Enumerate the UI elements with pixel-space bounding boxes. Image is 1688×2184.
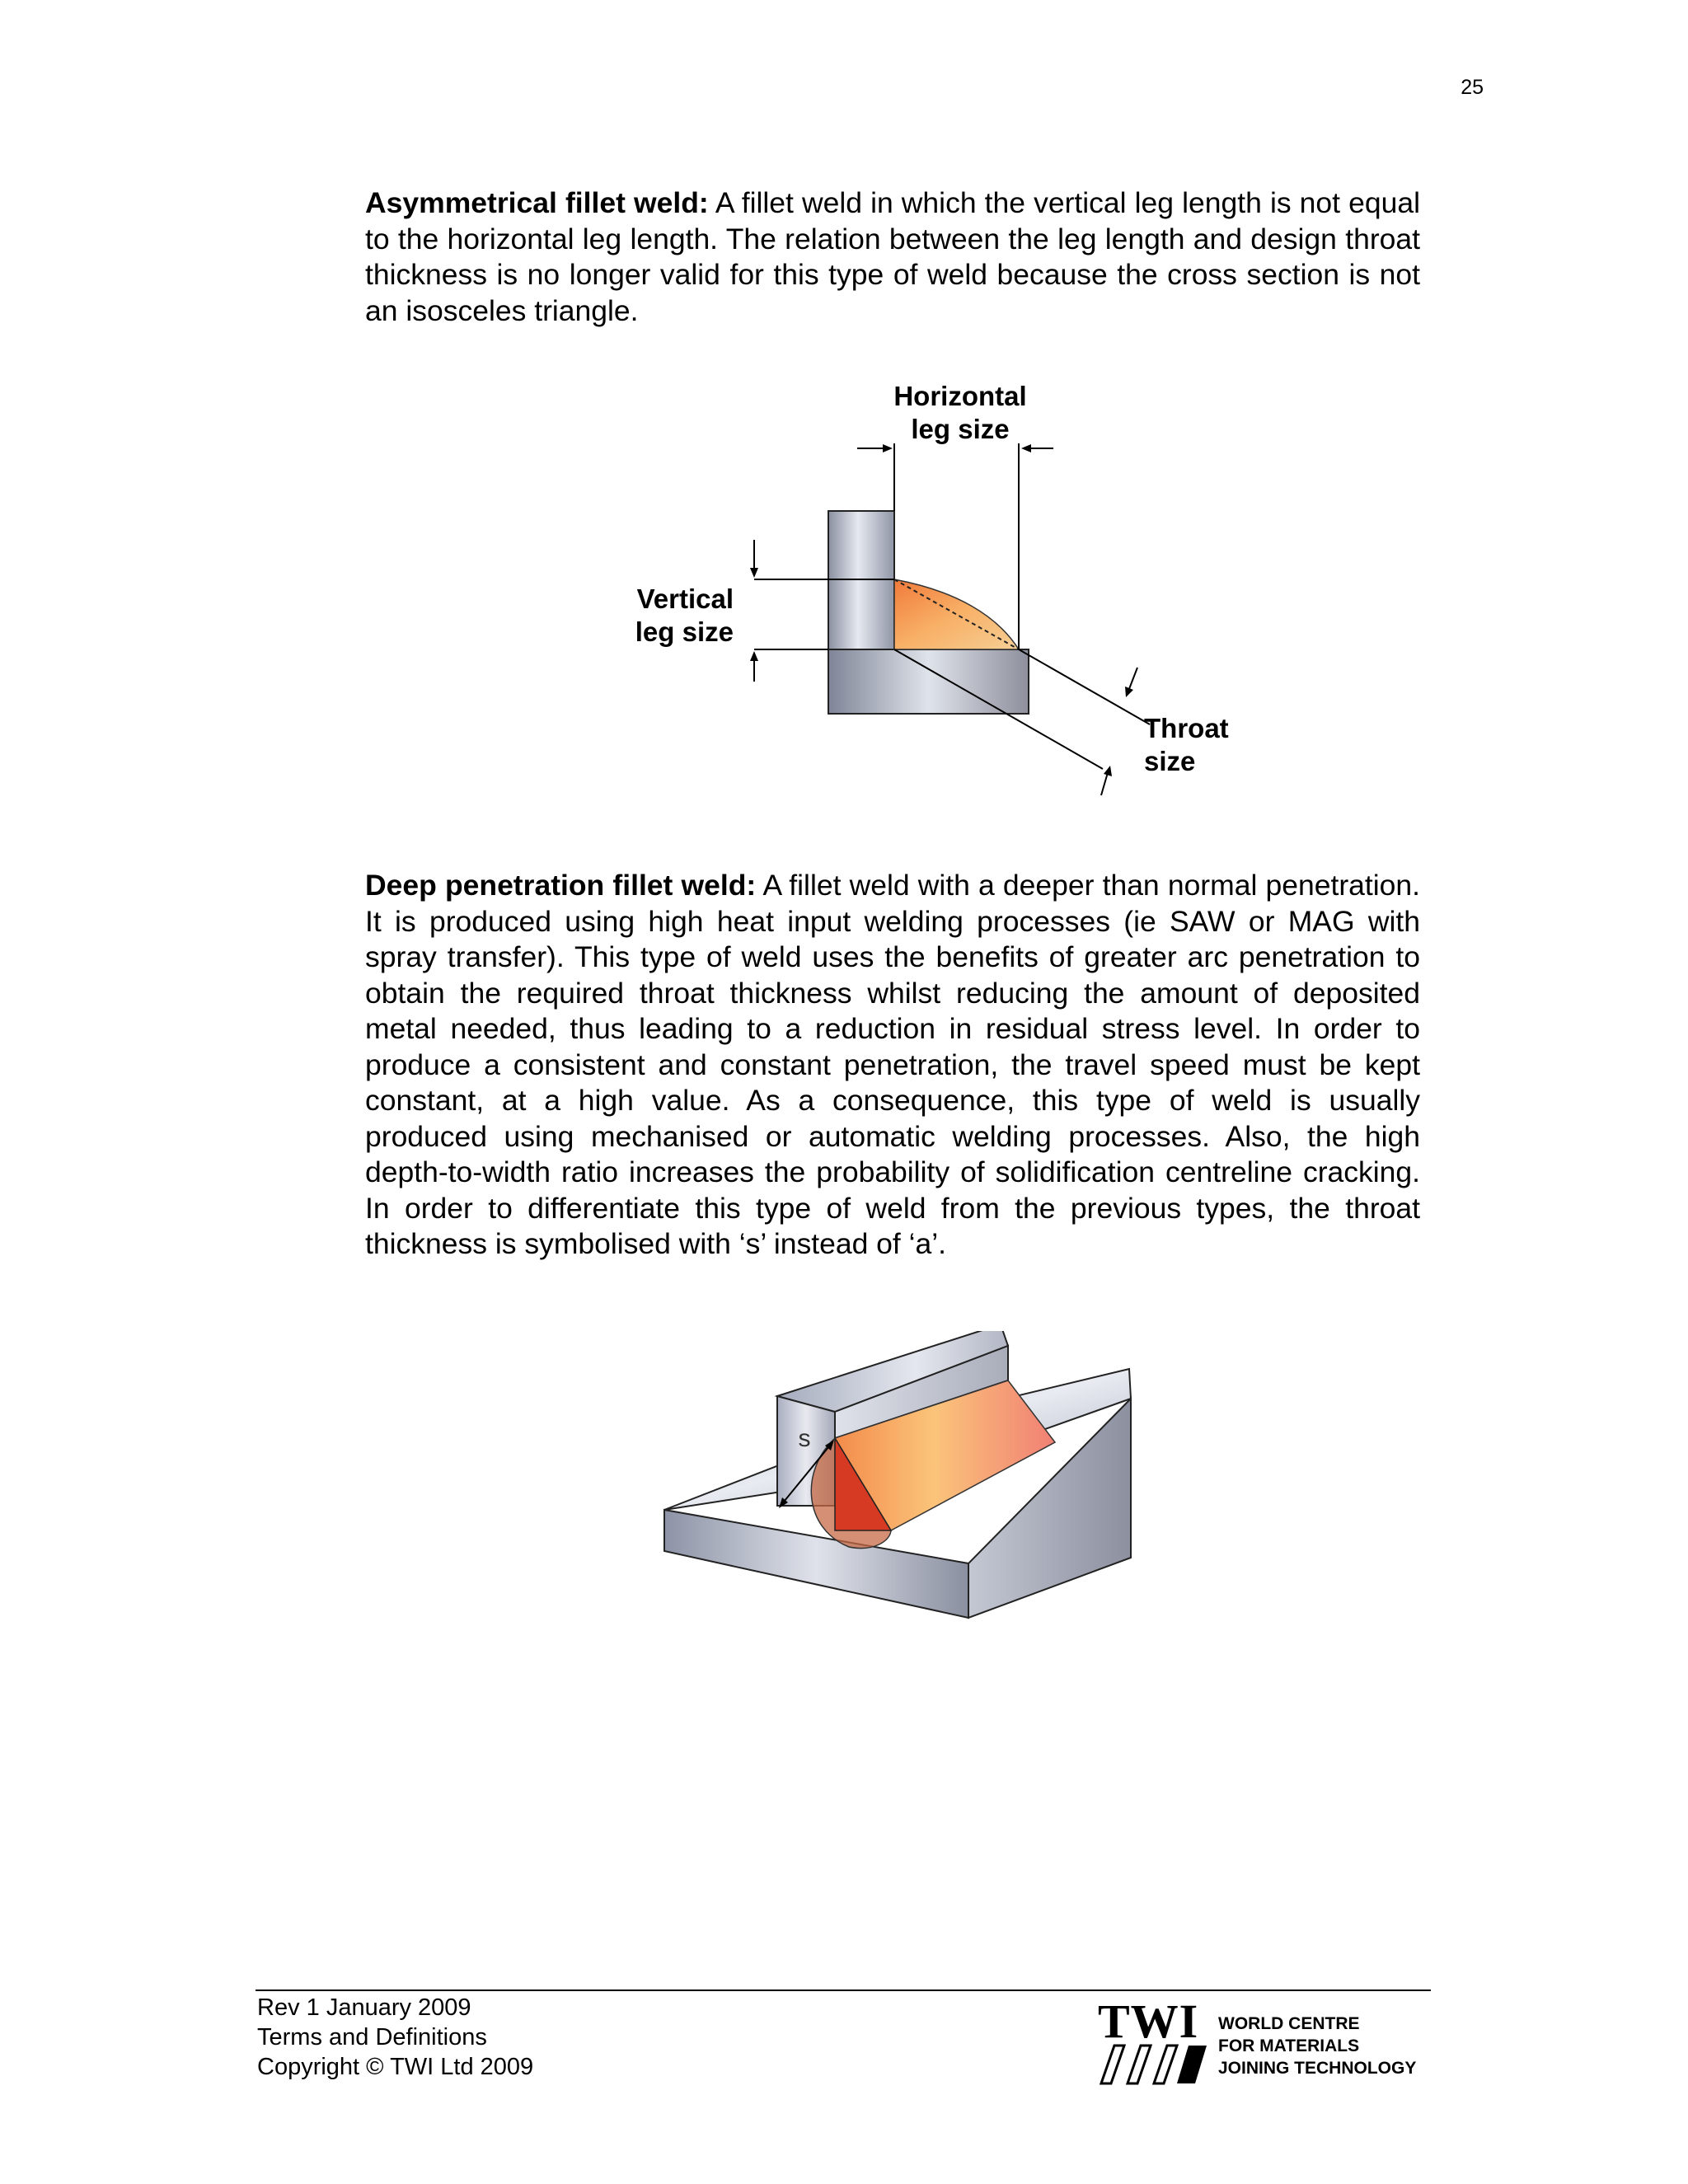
label-throat-size-line1: Throat <box>1144 713 1229 743</box>
arrowhead <box>1021 444 1031 452</box>
label-horizontal-leg-line1: Horizontal <box>893 381 1027 411</box>
label-vertical-leg-line1: Vertical <box>636 583 734 614</box>
term-deep-penetration-fillet-weld: Deep penetration fillet weld: <box>365 869 757 902</box>
twi-tagline <box>1218 2013 1416 2079</box>
label-throat-size-line2: size <box>1144 746 1196 776</box>
label-horizontal-leg-line2: leg size <box>911 414 1010 444</box>
horizontal-plate <box>828 649 1029 714</box>
label-vertical-leg-line2: leg size <box>635 616 734 647</box>
footer-document-title: Terms and Definitions <box>257 2024 487 2050</box>
arrowhead <box>883 444 893 452</box>
logo-stripe-solid <box>1177 2046 1207 2083</box>
twi-logo <box>1096 1994 1442 2093</box>
arrowhead <box>750 568 758 578</box>
twi-logo-mark <box>1096 1994 1212 2093</box>
twi-tagline-line1: WORLD CENTRE <box>1218 2014 1360 2033</box>
logo-stripe <box>1154 2046 1177 2083</box>
footer-revision: Rev 1 January 2009 <box>257 1994 471 2021</box>
arrowhead <box>750 651 758 661</box>
definition-deep-penetration-fillet-weld <box>365 868 1420 1263</box>
definition-body: A fillet weld with a deeper than normal penetration. It is produced using high heat input welding processes (ie SAW or MAG with spray transfer). This type of weld uses the benefits of greater arc penetration to obtain the required throat thickness whilst reducing the amount of deposited metal needed, thus leading to a reduction in residual stress level. In order to produce a consistent and constant penetration, the travel speed must be kept constant, at a high value. As a consequence, this type of weld is usually produced using mechanised or automatic welding processes. Also, the high depth-to-width ratio increases the probability of solidification centreline cracking. In order to differentiate this type of weld from the previous types, the throat thickness is symbolised with ‘s’ instead of ‘a’. <box>365 869 1420 1260</box>
footer-divider <box>256 1990 1431 1991</box>
twi-tagline-line2: FOR MATERIALS <box>1218 2036 1360 2055</box>
page-number: 25 <box>1461 76 1484 99</box>
asymmetrical-fillet-weld-diagram <box>610 375 1286 804</box>
arrowhead <box>1104 766 1112 776</box>
term-asymmetrical-fillet-weld: Asymmetrical fillet weld: <box>365 186 709 219</box>
twi-logo-letters: TWI <box>1098 1994 1199 2048</box>
logo-stripe <box>1128 2046 1151 2083</box>
definition-body: A fillet weld in which the vertical leg length is not equal to the horizontal leg length. The relation between the leg length and design throat thickness is no longer valid for this type of weld because the cross section is not an isosceles triangle. <box>365 186 1420 327</box>
twi-tagline-line3: JOINING TECHNOLOGY <box>1218 2059 1417 2078</box>
throat-s-label: s <box>798 1425 811 1452</box>
base-plate-front <box>664 1510 968 1618</box>
deep-penetration-fillet-weld-diagram <box>659 1331 1154 1628</box>
footer-copyright: Copyright © TWI Ltd 2009 <box>257 2054 534 2080</box>
definition-asymmetrical-fillet-weld <box>365 185 1420 329</box>
footer-info <box>257 1993 533 2082</box>
logo-stripe <box>1101 2046 1124 2083</box>
